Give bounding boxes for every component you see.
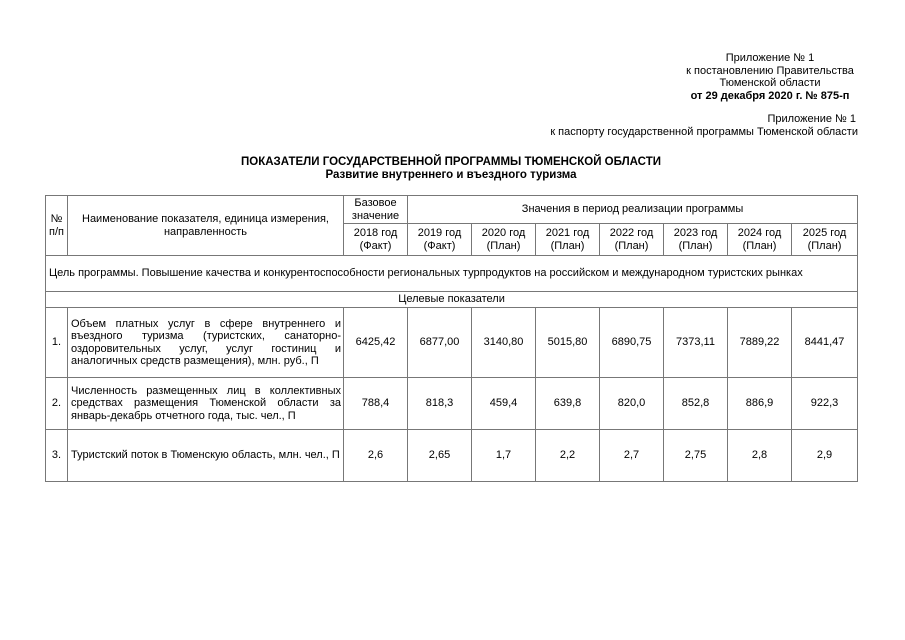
- row-value: 852,8: [664, 378, 728, 430]
- header-year: [664, 224, 728, 256]
- header-year-type: (План): [486, 239, 521, 252]
- row-num: 1.: [46, 308, 68, 378]
- row-value: 2,6: [344, 430, 408, 482]
- row-indicator-name: Туристский поток в Тюменскую область, млн. чел., П: [68, 430, 344, 482]
- header-year-label: 2021 год: [545, 227, 590, 239]
- appendix-header-line: Тюменской области: [719, 77, 821, 89]
- title-main: ПОКАЗАТЕЛИ ГОСУДАРСТВЕННОЙ ПРОГРАММЫ ТЮМЕНСКОЙ ОБЛАСТИ: [241, 156, 661, 168]
- header-year-label: 2025 год: [802, 227, 847, 239]
- row-value: 8441,47: [792, 308, 858, 378]
- row-value: 2,75: [664, 430, 728, 482]
- header-year-label: 2018 год: [353, 227, 398, 239]
- header-name: Наименование показателя, единица измерения, направленность: [68, 196, 344, 256]
- header-year-type: (План): [678, 239, 713, 252]
- appendix-header: [640, 52, 900, 102]
- header-year-type: (План): [614, 239, 649, 252]
- document-title: [46, 156, 856, 182]
- goal-row: [46, 256, 858, 292]
- header-num: № п/п: [46, 196, 68, 256]
- header-period: Значения в период реализации программы: [408, 196, 858, 224]
- section-row: [46, 292, 858, 308]
- goal-cell: Цель программы. Повышение качества и конкурентоспособности региональных турпродуктов на российском и международном туристских рынках: [46, 256, 858, 292]
- row-indicator-name: Численность размещенных лиц в коллективных средствах размещения Тюменской области за январь-декабрь отчетного года, тыс. чел., П: [68, 378, 344, 430]
- appendix-header-line: к постановлению Правительства: [686, 64, 854, 77]
- header-year: [728, 224, 792, 256]
- header-year: [472, 224, 536, 256]
- header-year: [344, 224, 408, 256]
- header-year-type: (План): [742, 239, 777, 252]
- header-year-type: (План): [550, 239, 585, 252]
- table-row: [46, 378, 858, 430]
- header-year-label: 2023 год: [673, 227, 718, 239]
- row-value: 2,8: [728, 430, 792, 482]
- row-value: 6890,75: [600, 308, 664, 378]
- row-value: 1,7: [472, 430, 536, 482]
- table-row: [46, 308, 858, 378]
- appendix-header-line: Приложение № 1: [725, 52, 815, 64]
- row-value: 820,0: [600, 378, 664, 430]
- header-year-label: 2022 год: [609, 227, 654, 239]
- header-year-label: 2019 год: [417, 227, 462, 239]
- header-year: [536, 224, 600, 256]
- title-sub: Развитие внутреннего и въездного туризма: [325, 169, 577, 181]
- row-value: 5015,80: [536, 308, 600, 378]
- section-cell: Целевые показатели: [46, 292, 858, 308]
- header-year: [792, 224, 858, 256]
- header-year-type: (Факт): [359, 239, 392, 252]
- row-value: 2,7: [600, 430, 664, 482]
- row-value: 6425,42: [344, 308, 408, 378]
- row-value: 7373,11: [664, 308, 728, 378]
- indicators-table: [45, 195, 858, 482]
- row-value: 818,3: [408, 378, 472, 430]
- row-value: 788,4: [344, 378, 408, 430]
- header-year-label: 2024 год: [737, 227, 782, 239]
- row-value: 886,9: [728, 378, 792, 430]
- table-row: [46, 430, 858, 482]
- row-value: 7889,22: [728, 308, 792, 378]
- row-num: 2.: [46, 378, 68, 430]
- row-value: 2,2: [536, 430, 600, 482]
- header-base: Базовое значение: [344, 196, 408, 224]
- passport-appendix-line: к паспорту государственной программы Тюменской области: [550, 125, 858, 138]
- row-value: 459,4: [472, 378, 536, 430]
- row-value: 2,9: [792, 430, 858, 482]
- row-value: 639,8: [536, 378, 600, 430]
- row-value: 3140,80: [472, 308, 536, 378]
- row-value: 2,65: [408, 430, 472, 482]
- header-year: [600, 224, 664, 256]
- header-year-label: 2020 год: [481, 227, 526, 239]
- row-value: 922,3: [792, 378, 858, 430]
- row-indicator-name: Объем платных услуг в сфере внутреннего и въездного туризма (туристских, санаторно-оздоровительных услуг, услуг гостиниц и аналогичных средств размещения), млн. руб., П: [68, 308, 344, 378]
- row-num: 3.: [46, 430, 68, 482]
- table-header-row: [46, 196, 858, 224]
- header-year-type: (План): [807, 239, 842, 252]
- header-year: [408, 224, 472, 256]
- appendix-header-date: от 29 декабря 2020 г. № 875-п: [690, 89, 850, 102]
- passport-appendix-header: [490, 113, 905, 138]
- passport-appendix-line: Приложение № 1: [767, 113, 856, 125]
- header-year-type: (Факт): [423, 239, 456, 252]
- row-value: 6877,00: [408, 308, 472, 378]
